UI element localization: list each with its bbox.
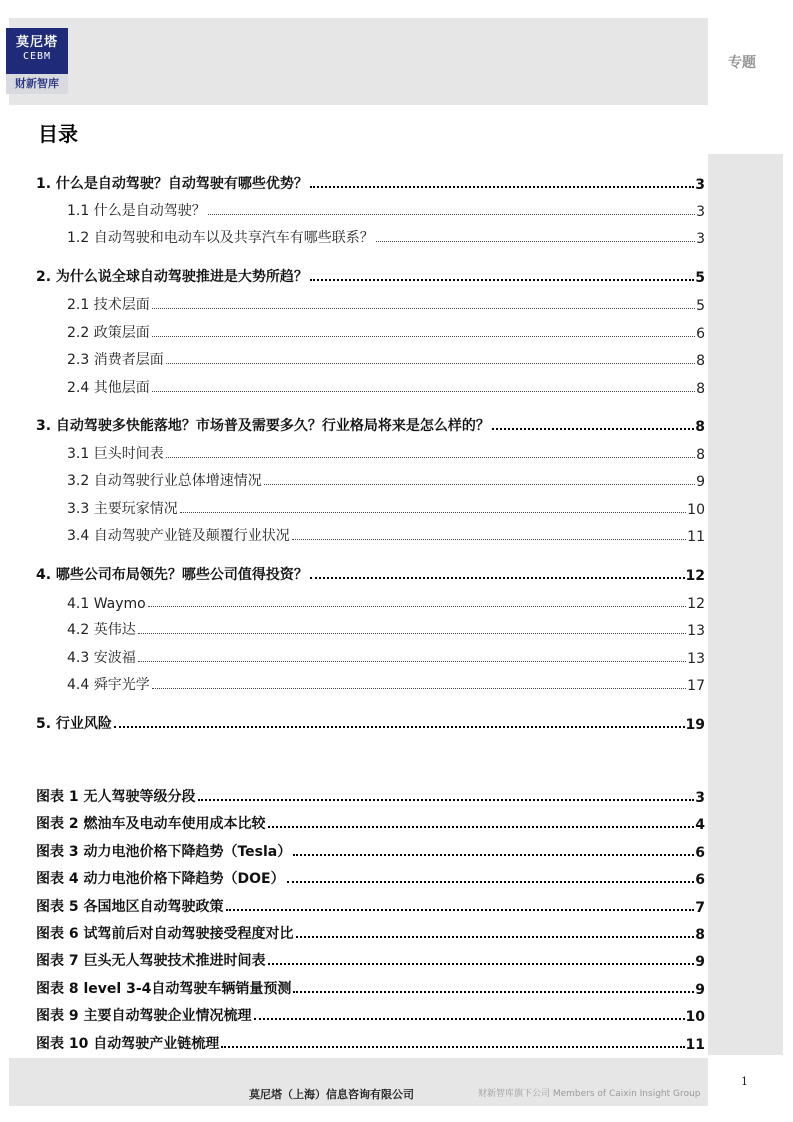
toc-entry-page: 19 [685, 717, 705, 733]
figure-entry[interactable] [36, 1031, 705, 1053]
toc-entry-label: 2.2 政策层面 [67, 325, 150, 341]
figure-entry[interactable] [36, 839, 705, 861]
toc-entry-page: 8 [696, 353, 705, 369]
toc-entry-label: 4.3 安波福 [67, 650, 136, 666]
toc-entry-label: 3. 自动驾驶多快能落地？市场普及需要多久？行业格局将来是怎么样的？ [36, 418, 490, 434]
header-band [9, 18, 708, 105]
page-number: 1 [741, 1075, 748, 1088]
toc-entry-page: 9 [696, 474, 705, 490]
logo-sub-text: 财新智库 [6, 74, 68, 94]
figure-entry[interactable] [36, 948, 705, 970]
toc-title: 目录 [38, 122, 78, 146]
toc-entry-page: 17 [687, 678, 705, 694]
figure-entry-label: 图表 4 动力电池价格下降趋势（DOE） [36, 871, 285, 887]
figure-entry-label: 图表 9 主要自动驾驶企业情况梳理 [36, 1008, 252, 1024]
dot-leader [152, 336, 695, 337]
logo-mark [6, 28, 68, 74]
toc-entry-page: 6 [696, 326, 705, 342]
figure-entry[interactable] [36, 784, 705, 806]
toc-entry[interactable] [36, 198, 705, 220]
dot-leader [293, 991, 694, 993]
report-type-label: 专题 [728, 55, 756, 71]
figure-entry-page: 7 [695, 900, 705, 916]
toc-entry-label: 3.3 主要玩家情况 [67, 501, 178, 517]
dot-leader [148, 606, 686, 607]
toc-entry-page: 11 [687, 529, 705, 545]
toc-entry-page: 8 [696, 381, 705, 397]
dot-leader [268, 826, 695, 828]
figure-entry-page: 9 [695, 982, 705, 998]
dot-leader [114, 726, 685, 728]
toc-entry[interactable] [36, 496, 705, 518]
figure-entry-page: 9 [695, 954, 705, 970]
toc-entry-label: 1.2 自动驾驶和电动车以及共享汽车有哪些联系？ [67, 230, 374, 246]
dot-leader [254, 1018, 685, 1020]
figure-entry-label: 图表 1 无人驾驶等级分段 [36, 789, 196, 805]
toc-entry-page: 13 [687, 651, 705, 667]
figure-entry[interactable] [36, 1003, 705, 1025]
toc-entry[interactable] [36, 711, 705, 733]
dot-leader [310, 279, 694, 281]
figure-entry-label: 图表 7 巨头无人驾驶技术推进时间表 [36, 953, 266, 969]
dot-leader [138, 661, 686, 662]
toc-entry-label: 3.4 自动驾驶产业链及颠覆行业状况 [67, 528, 290, 544]
dot-leader [287, 881, 695, 883]
figure-entry[interactable] [36, 976, 705, 998]
figure-entry-page: 6 [695, 872, 705, 888]
dot-leader [293, 854, 694, 856]
toc-entry-page: 3 [696, 231, 705, 247]
toc-entry-label: 2.1 技术层面 [67, 297, 150, 313]
toc-entry[interactable] [36, 320, 705, 342]
toc-entry[interactable] [36, 645, 705, 667]
figure-entry[interactable] [36, 811, 705, 833]
figure-entry-label: 图表 3 动力电池价格下降趋势（Tesla） [36, 844, 292, 860]
toc-entry-label: 2.4 其他层面 [67, 380, 150, 396]
toc-entry-page: 13 [687, 623, 705, 639]
dot-leader [221, 1046, 684, 1048]
company-logo [6, 28, 68, 94]
dot-leader [198, 799, 695, 801]
toc-entry[interactable] [36, 617, 705, 639]
toc-entry-label: 4.1 Waymo [67, 596, 146, 612]
dot-leader [292, 539, 686, 540]
dot-leader [152, 308, 695, 309]
footer-group-text: 财新智库旗下公司 Members of Caixin Insight Group [478, 1089, 701, 1099]
dot-leader [310, 577, 685, 579]
toc-entry[interactable] [36, 441, 705, 463]
dot-leader [310, 186, 694, 188]
toc-entry-label: 4.2 英伟达 [67, 622, 136, 638]
toc-entry-label: 1. 什么是自动驾驶？自动驾驶有哪些优势？ [36, 176, 308, 192]
side-decoration-strip [708, 154, 783, 1055]
toc-entry-label: 4.4 舜宇光学 [67, 677, 150, 693]
toc-entry-page: 10 [687, 502, 705, 518]
dot-leader [264, 484, 695, 485]
toc-entry[interactable] [36, 672, 705, 694]
logo-en-text: CEBM [22, 51, 52, 62]
toc-entry[interactable] [36, 171, 705, 193]
toc-entry[interactable] [36, 562, 705, 584]
dot-leader [208, 214, 695, 215]
figure-entry-page: 3 [695, 790, 705, 806]
dot-leader [268, 963, 695, 965]
toc-entry[interactable] [36, 413, 705, 435]
toc-entry-page: 5 [695, 270, 705, 286]
toc-entry[interactable] [36, 264, 705, 286]
toc-entry-page: 8 [696, 447, 705, 463]
toc-entry-page: 3 [696, 204, 705, 220]
figure-entry-label: 图表 10 自动驾驶产业链梳理 [36, 1036, 220, 1052]
dot-leader [166, 457, 695, 458]
toc-entry-page: 12 [687, 596, 705, 612]
figure-entry-page: 10 [685, 1009, 705, 1025]
figure-entry-label: 图表 2 燃油车及电动车使用成本比较 [36, 816, 266, 832]
figure-entry-label: 图表 5 各国地区自动驾驶政策 [36, 899, 224, 915]
dot-leader [152, 391, 695, 392]
dot-leader [226, 909, 695, 911]
toc-entry[interactable] [36, 225, 705, 247]
footer-company-name: 莫尼塔（上海）信息咨询有限公司 [249, 1088, 414, 1101]
figure-entry[interactable] [36, 894, 705, 916]
figure-entry-label: 图表 8 level 3-4自动驾驶车辆销量预测 [36, 981, 292, 997]
toc-entry[interactable] [36, 292, 705, 314]
figure-entry[interactable] [36, 921, 705, 943]
toc-entry-label: 3.1 巨头时间表 [67, 446, 164, 462]
dot-leader [152, 688, 686, 689]
toc-entry-label: 1.1 什么是自动驾驶？ [67, 203, 206, 219]
dot-leader [166, 363, 695, 364]
figure-entry-label: 图表 6 试驾前后对自动驾驶接受程度对比 [36, 926, 294, 942]
figure-entry-page: 8 [695, 927, 705, 943]
toc-entry-label: 3.2 自动驾驶行业总体增速情况 [67, 473, 262, 489]
toc-entry-label: 4. 哪些公司布局领先？哪些公司值得投资？ [36, 567, 308, 583]
figure-entry-page: 4 [695, 817, 705, 833]
figure-entry-page: 6 [695, 845, 705, 861]
dot-leader [492, 428, 694, 430]
toc-entry[interactable] [36, 468, 705, 490]
toc-entry-page: 8 [695, 419, 705, 435]
figure-entry-page: 11 [685, 1037, 705, 1053]
toc-entry-label: 2. 为什么说全球自动驾驶推进是大势所趋？ [36, 269, 308, 285]
toc-entry[interactable] [36, 590, 705, 612]
dot-leader [376, 241, 695, 242]
dot-leader [180, 512, 686, 513]
toc-entry-page: 5 [696, 298, 705, 314]
figure-entry[interactable] [36, 866, 705, 888]
toc-entry[interactable] [36, 347, 705, 369]
toc-entry-label: 2.3 消费者层面 [67, 352, 164, 368]
toc-entry-page: 3 [695, 177, 705, 193]
toc-entry[interactable] [36, 375, 705, 397]
toc-entry[interactable] [36, 523, 705, 545]
dot-leader [138, 633, 686, 634]
dot-leader [296, 936, 695, 938]
toc-entry-page: 12 [685, 568, 705, 584]
toc-entry-label: 5. 行业风险 [36, 716, 112, 732]
logo-cn-text: 莫尼塔 [15, 35, 58, 50]
